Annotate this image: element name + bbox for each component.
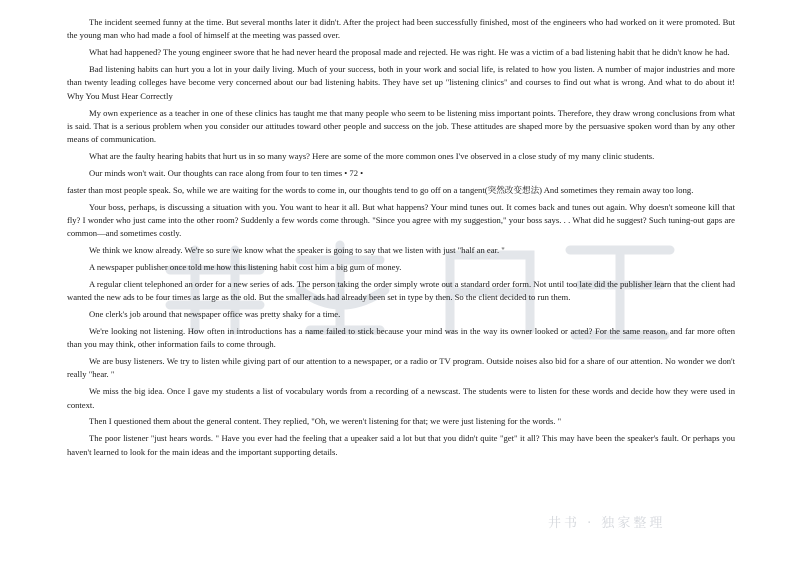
paragraph: Bad listening habits can hurt you a lot in your daily living. Much of your success, both in your work and social life, is related to how you listen. A number of major industries and more than twenty leading colleges have become very concerned about our bad listening habits. They have set up "listening clinics" and courses to find out what is wrong. And what to do about it! Why You Must Hear Correctly [67, 64, 735, 101]
paragraph: We miss the big idea. Once I gave my students a list of vocabulary words from a recording of a newscast. The students were to listen for these words and decide how they were used in context. [67, 386, 735, 410]
paragraph: We're looking not listening. How often in introductions has a name failed to stick because your mind was in the way its owner looked or acted? For the same reason, and far more often than you may think, other information fails to come through. [67, 325, 735, 350]
paragraph: One clerk's job around that newspaper office was pretty shaky for a time. [89, 309, 341, 320]
paragraph: The poor listener "just hears words. " Have you ever had the feeling that a upeaker said a lot but that you didn't quite "get" it all? This may have been the speaker's fault. Or perhaps you haven't learned to look for the main ideas and the important supporting details. [67, 433, 735, 457]
paragraph: We are busy listeners. We try to listen while giving part of our attention to a newspaper, or a radio or TV program. Outside noises also bid for a share of our attention. No wonder we don't really "hear. " [67, 356, 735, 380]
paragraph: What had happened? The young engineer swore that he had never heard the proposal made and rejected. He was right. He was a victim of a bad listening habit that he didn't know he had. [89, 47, 730, 58]
paragraph: Your boss, perhaps, is discussing a situation with you. You want to hear it all. But what happens? Your mind tunes out. It comes back and tunes out again. Why doesn't someone kill that fly? I wonder who just came into the other room? Suddenly a few words come through. "Since you agree with my suggestion," your boss says. . . What did he suggest? Such tuning-out gaps are common—and sometimes costly. [67, 201, 735, 239]
paragraph: A regular client telephoned an order for a new series of ads. The person taking the order simply wrote out a standard order form. Not until too late did the publisher learn that the client had wanted the new ads to be four times as large as the old. But the smaller ads had already been set in type by then. So the client decided to run them. [67, 278, 735, 303]
paragraph: Then I questioned them about the general content. They replied, "Oh, we weren't listening for that; we were just listening for the words. " [89, 416, 562, 427]
watermark-text: 井书 · 独家整理 [548, 516, 666, 531]
paragraph: Our minds won't wait. Our thoughts can race along from four to ten times • 72 • [89, 168, 364, 179]
paragraph: We think we know already. We're so sure we know what the speaker is going to say that we listen with just "half an ear. " [89, 245, 505, 256]
paragraph: My own experience as a teacher in one of these clinics has taught me that many people who seem to be listening miss important points. Therefore, they draw wrong conclusions from what is said. That is a serious problem when you consider our attitudes toward other people and success on the job. These attitudes are shaped more by the persuasive spoken word than by any other means of communication. [67, 107, 735, 145]
paragraph: faster than most people speak. So, while we are waiting for the words to come in, our thoughts tend to go off on a tangent(突然改变想法) And sometimes they remain away too long. [67, 184, 694, 195]
paragraph: The incident seemed funny at the time. But several months later it didn't. After the project had been successfully finished, most of the engineers who had worked on it were promoted. But the young man who had made a fool of himself at the meeting was passed over. [67, 17, 735, 41]
paragraph: A newspaper publisher once told me how this listening habit cost him a big gum of money. [89, 262, 402, 273]
paragraph: What are the faulty hearing habits that hurt us in so many ways? Here are some of the more common ones I've observed in a close study of my many clinic students. [89, 151, 655, 162]
document-body [67, 16, 735, 462]
